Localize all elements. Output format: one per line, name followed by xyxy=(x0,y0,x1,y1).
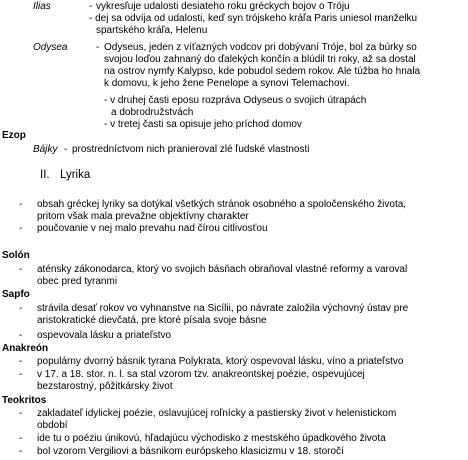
ezop-title: Bájky xyxy=(33,144,58,155)
poet-line: strávila desať rokov vo vyhnanstve na Sicílii, po návrate založila výchovný ústav pre xyxy=(37,303,409,314)
poet-line: v 17. a 18. stor. n. l. sa stal vzorom tzv. anakreontskej poézie, ospevujúcej xyxy=(37,369,365,380)
bullet-dash: - xyxy=(19,356,23,367)
bullet-dash: - xyxy=(19,446,23,457)
bullet-dash: - xyxy=(19,199,23,210)
iliad-title: Ilias xyxy=(33,1,51,12)
odyssey-line: k domovu, k jeho žene Penelope a synovi Telemachovi. xyxy=(104,78,350,89)
odyssey-title: Odysea xyxy=(33,42,68,53)
lyric-line: pritom však mala prevažne objektívny charakter xyxy=(37,211,249,222)
poet-heading-solon: Solón xyxy=(2,250,30,261)
odyssey-line: - v druhej časti eposu rozpráva Odyseus o svojich útrapách xyxy=(104,95,367,106)
odyssey-line: na ostrov nymfy Kalypso, kde pobudol sedem rokov. Ale túžba ho hnala xyxy=(104,66,421,77)
odyssey-line: svojou loďou zahnaný do ďalekých končín a blúdil tri roky, až sa dostal xyxy=(104,54,416,65)
poet-line: ospevovala lásku a priateľstvo xyxy=(37,330,172,341)
lyric-line: poučovanie v nej malo prevahu nad čírou citlivosťou xyxy=(37,223,268,234)
poet-line: zakladateľ idylickej poézie, oslavujúcej roľnícky a pastiersky život v helenistickom xyxy=(37,408,397,419)
bullet-dash: - xyxy=(19,264,23,275)
poet-line: aristokratické dievčatá, pre ktoré písala svoje básne xyxy=(37,315,267,326)
iliad-line: spartského kráľa, Helenu xyxy=(96,25,208,36)
poet-heading-anakreon: Anakreón xyxy=(2,343,49,354)
iliad-line: vykresľuje udalosti desiateho roku gréckych bojov o Tróju xyxy=(96,1,350,12)
lyric-line: obsah gréckej lyriky sa dotýkal všetkých stránok osobného a spoločenského života, xyxy=(37,199,407,210)
bullet-dash: - xyxy=(19,303,23,314)
poet-heading-sapfo: Sapfo xyxy=(2,289,30,300)
bullet-dash: - xyxy=(19,330,23,341)
poet-line: bezstarostný, pôžitkársky život xyxy=(37,381,173,392)
section-number: II. xyxy=(40,169,50,181)
ezop-heading: Ezop xyxy=(2,130,26,141)
poet-line: aténsky zákonodarca, ktorý vo svojich básňach obraňoval vlastné reformy a varoval xyxy=(37,264,408,275)
poet-line: období xyxy=(37,420,68,431)
odyssey-dash: - xyxy=(96,42,100,53)
ezop-dash: - xyxy=(64,144,68,155)
bullet-dash: - xyxy=(19,369,23,380)
section-heading: Lyrika xyxy=(60,169,91,181)
poet-heading-teokritos: Teokritos xyxy=(2,395,47,406)
poet-line: ide tu o poéziu únikovú, hľadajúcu východisko z mestského úpadkového života xyxy=(37,433,386,444)
iliad-dash: - xyxy=(89,1,93,12)
iliad-line: - dej sa odvíja od udalosti, keď syn trójskeho kráľa Paris uniesol manželku xyxy=(89,13,418,24)
poet-line: bol vzorom Vergiliovi a básnikom európskeho klasicizmu v 18. storočí xyxy=(37,446,344,457)
bullet-dash: - xyxy=(19,223,23,234)
odyssey-line: a dobrodružstvách xyxy=(111,107,194,118)
odyssey-line: - v tretej časti sa opisuje jeho príchod domov xyxy=(104,119,302,130)
bullet-dash: - xyxy=(19,433,23,444)
bullet-dash: - xyxy=(19,408,23,419)
poet-line: obec pred tyranmi xyxy=(37,276,118,287)
poet-line: populárny dvorný básnik tyrana Polykrata, ktorý ospevoval lásku, víno a priateľstvo xyxy=(37,356,404,367)
odyssey-line: Odyseus, jeden z víťazných vodcov pri dobývaní Tróje, bol za búrky so xyxy=(104,42,417,53)
ezop-line: prostredníctvom nich pranieroval zlé ľudské vlastnosti xyxy=(72,144,310,155)
